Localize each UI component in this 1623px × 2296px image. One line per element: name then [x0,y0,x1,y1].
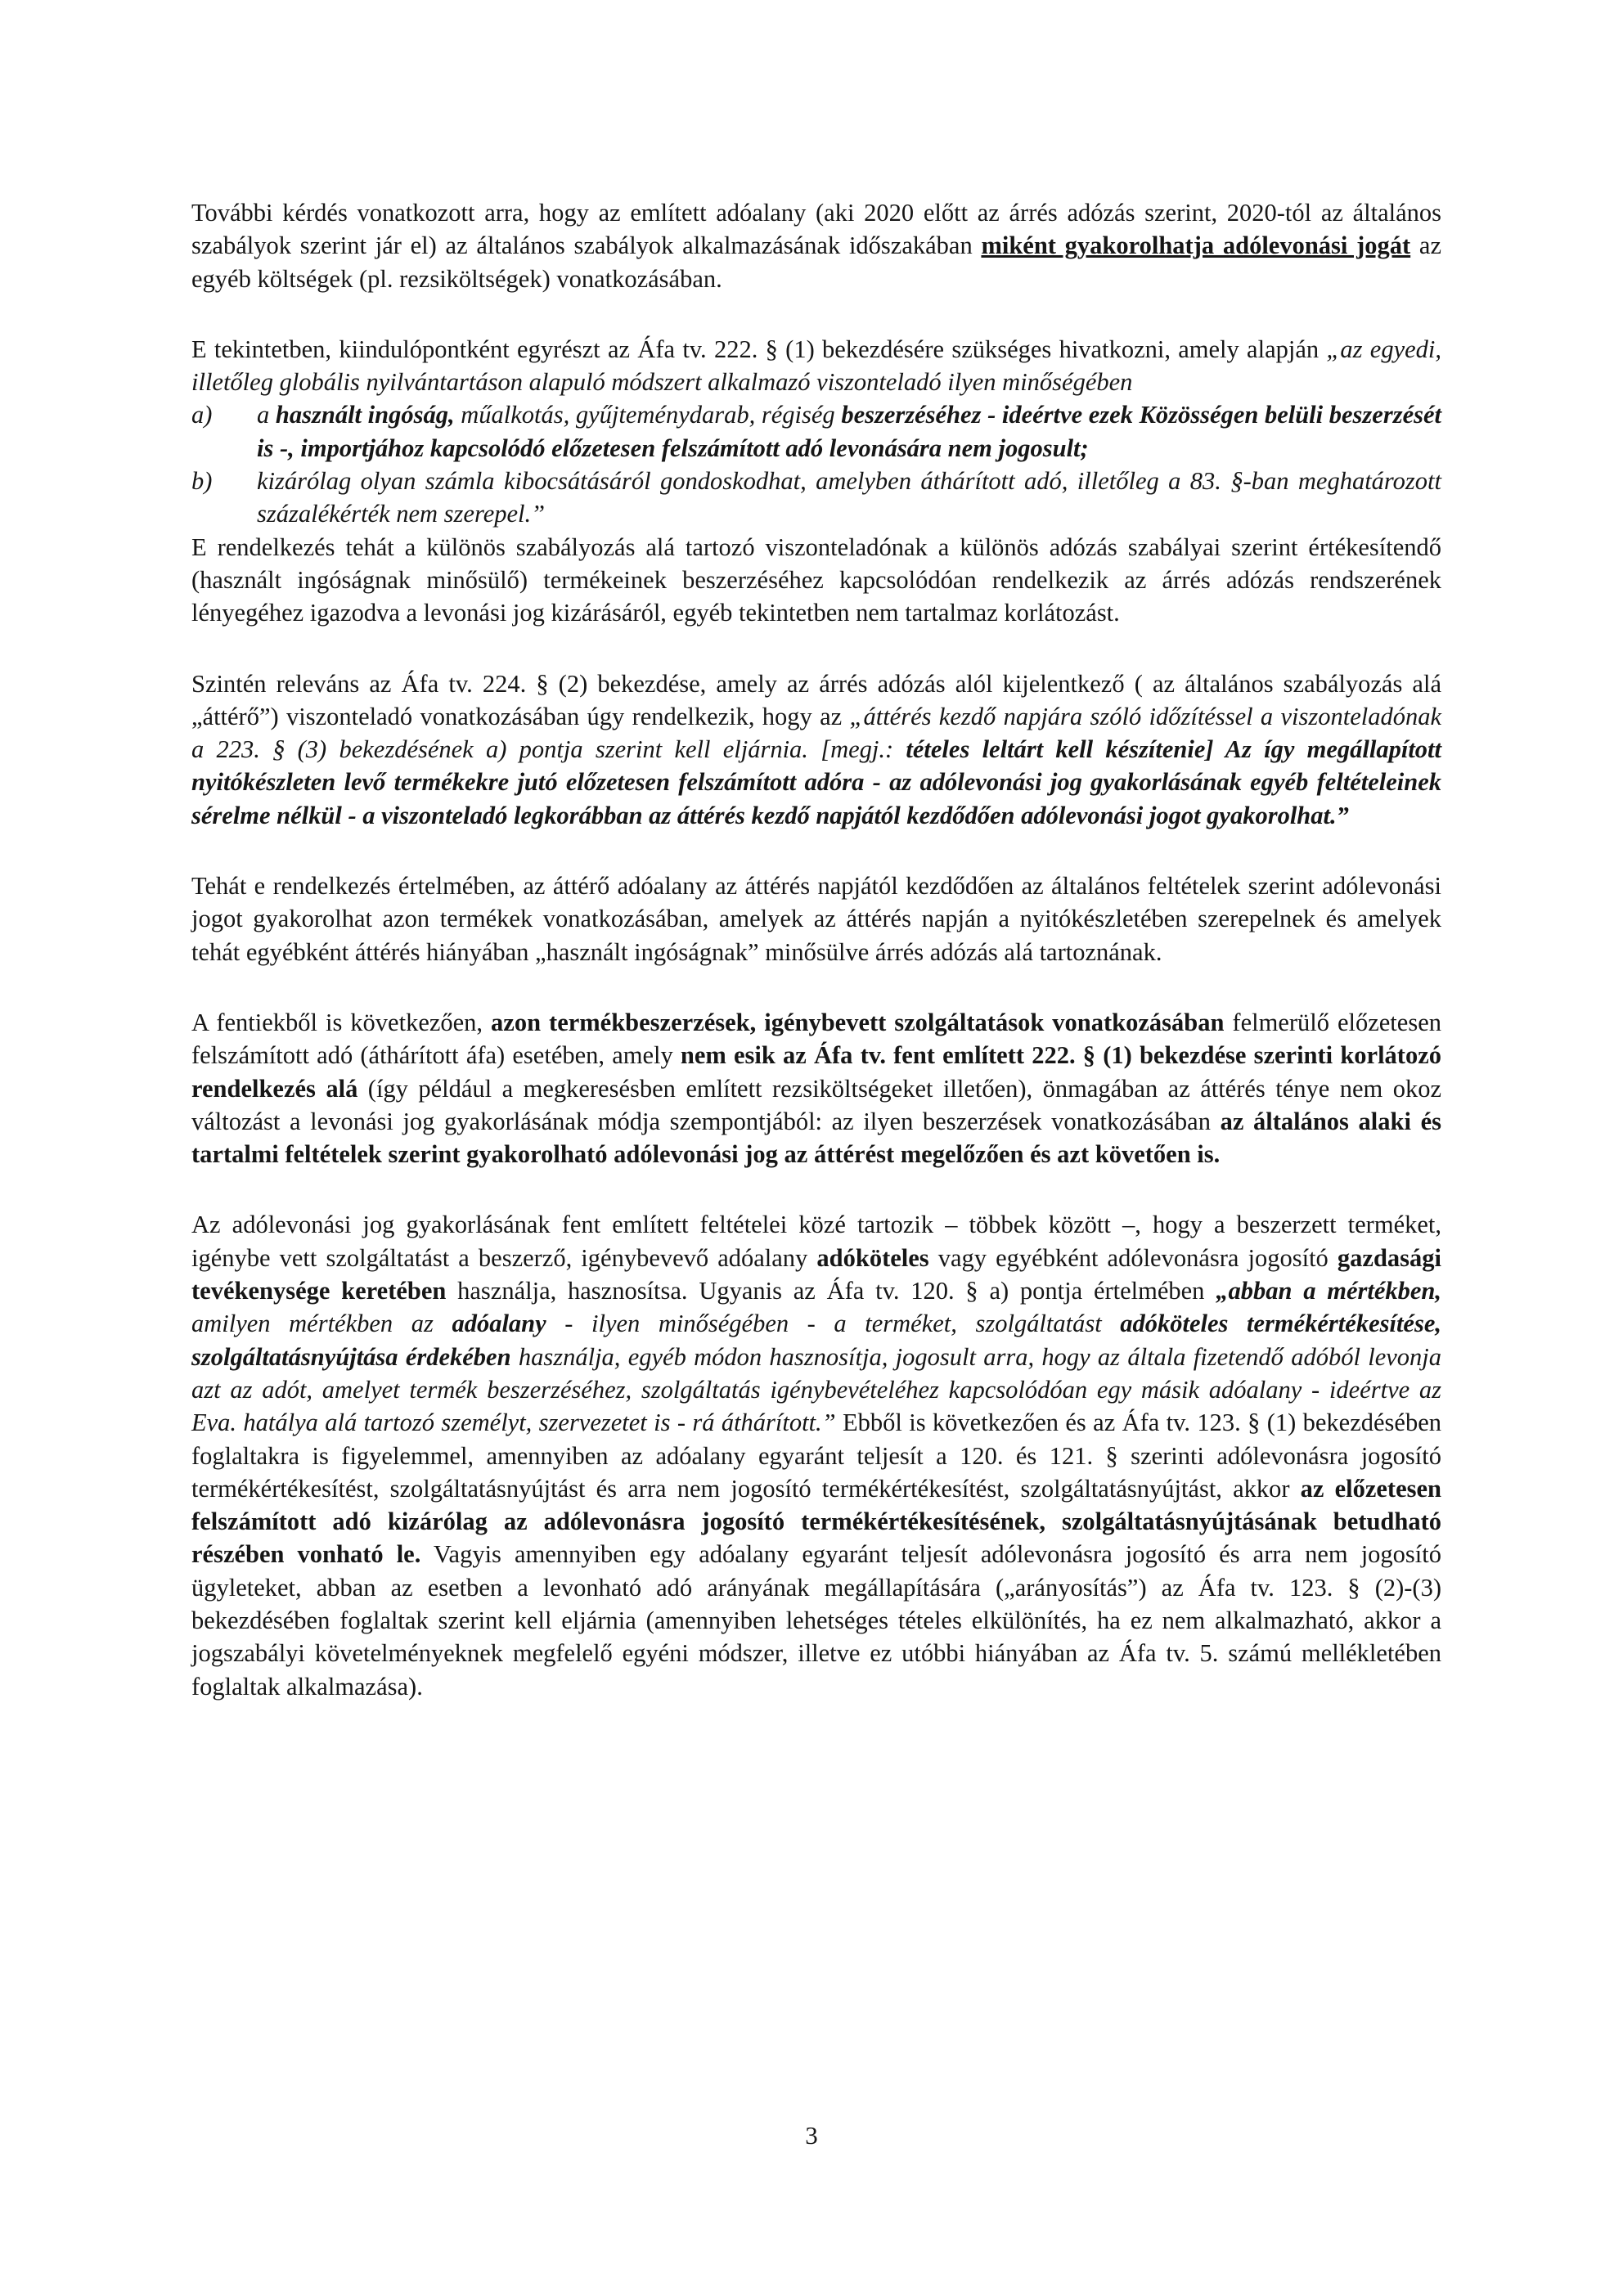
list-marker: b) [191,467,213,496]
paragraph-deduction-conditions: Az adólevonási jog gyakorlásának fent említett feltételei közé tartozik – többek között –, hogy a beszerzett terméket, igénybe vett szolgáltatást a beszerző, igénybevevő adóalany adóköteles vagy egyébként adólevonásra jogosító gazdasági tevékenysége keretében használja, hasznosítsa. Ugyanis az Áfa tv. 120. § a) pontja értelmében „abban a mértékben, amilyen mértékben az adóalany - ilyen minőségében - a terméket, szolgáltatást adóköteles termékértékesítése, szolgáltatásnyújtása érdekében használja, egyéb módon hasznosítja, jogosult arra, hogy az általa fizetendő adóból levonja azt az adót, amelyet termék beszerzéséhez, szolgáltatás igénybevételéhez kapcsolódóan egy másik adóalany - ideértve az Eva. hatálya alá tartozó személyt, szervezetet is - rá áthárított.” Ebből is következően és az Áfa tv. 123. § (1) bekezdésében foglaltakra is figyelemmel, amennyiben az adóalany egyaránt teljesít a 120. és 121. § szerinti adólevonásra jogosító termékértékesítést, szolgáltatásnyújtást és arra nem jogosító termékértékesítést, szolgáltatásnyújtást, akkor az előzetesen felszámított adó kizárólag az adólevonásra jogosító termékértékesítésének, szolgáltatásnyújtásának betudható részében vonható le. Vagyis amennyiben egy adóalany egyaránt teljesít adólevonásra jogosító és arra nem jogosító ügyleteket, abban az esetben a levonható adó arányának megállapítására („arányosítás”) az Áfa tv. 123. § (2)-(3) bekezdésében foglaltak szerint kell eljárnia (amennyiben lehetséges tételes elkülönítés, ha ez nem alkalmazható, akkor a jogszabályi követelményeknek megfelelő egyéni módszer, illetve ez utóbbi hiányában az Áfa tv. 5. számú mellékletében foglaltak alkalmazása). [191,1211,1442,1701]
paragraph-conclusion: A fentiekből is következően, azon termékbeszerzések, igénybevett szolgáltatások vonatkozásában felmerülő előzetesen felszámított adó (áthárított áfa) esetében, amely nem esik az Áfa tv. fent említett 222. § (1) bekezdése szerinti korlátozó rendelkezés alá (így például a megkeresésben említett rezsiköltségeket illetően), önmagában az áttérés ténye nem okoz változást a levonási jog gyakorlásának módja szempontjából: az ilyen beszerzések vonatkozásában az általános alaki és tartalmi feltételek szerint gyakorolható adólevonási jog az áttérést megelőzően és azt követően is. [191,1008,1441,1169]
paragraph-restriction: E rendelkezés tehát a különös szabályozás alá tartozó viszonteladónak a különös adózás szabályai szerint értékesítendő (használt ingóságnak minősülő) termékeinek beszerzéséhez kapcsolódóan rendelkezik az árrés adózás rendszerének lényegéhez igazodva a levonási jog kizárásáról, egyéb tekintetben nem tartalmaz korlátozást. [191,532,1441,627]
list-item: a) a használt ingóság, műalkotás, gyűjteménydarab, régiség beszerzéséhez - ideértve ezek Közösségen belüli beszerzését is -, importjához kapcsolódó előzetesen felszámított adó levonására nem jogosult; [191,398,1441,465]
quote-list [191,398,1441,530]
underlined-phrase: miként gyakorolhatja adólevonási jogát [981,231,1411,260]
page-body [191,196,1441,1703]
paragraph-transition: Tehát e rendelkezés értelmében, az áttérő adóalany az áttérés napjától kezdődően az általános feltételek szerint adólevonási jogot gyakorolhat azon termékek vonatkozásában, amelyek az áttérés napján a nyitókészletében szerepelnek és amelyek tehát egyébként áttérés hiányában „használt ingóságnak” minősülve árrés adózás alá tartoznának. [191,872,1441,966]
list-item: b) kizárólag olyan számla kibocsátásáról gondoskodhat, amelyben áthárított adó, illetőleg a 83. §-ban meghatározott százalékérték nem szerepel.” [191,465,1441,531]
list-marker: a) [191,401,213,429]
paragraph-224: Szintén releváns az Áfa tv. 224. § (2) bekezdése, amely az árrés adózás alól kijelentkező ( az általános szabályozás alá „áttérő”) viszonteladó vonatkozásában úgy rendelkezik, hogy az „áttérés kezdő napjára szóló időzítéssel a viszonteladónak a 223. § (3) bekezdésének a) pontja szerint kell eljárnia. [megj.: tételes leltárt kell készítenie] Az így megállapított nyitókészleten levő termékekre jutó előzetesen felszámított adóra - az adólevonási jog gyakorlásának egyéb feltételeinek sérelme nélkül - a viszonteladó legkorábban az áttérés kezdő napjától kezdődően adólevonási jogot gyakorolhat.” [191,669,1441,829]
paragraph-222: E tekintetben, kiindulópontként egyrészt az Áfa tv. 222. § (1) bekezdésére szükséges hivatkozni, amely alapján „az egyedi, illetőleg globális nyilvántartáson alapuló módszert alkalmazó viszonteladó ilyen minőségében [191,335,1442,397]
page-number: 3 [805,2121,818,2150]
legal-quote: „az egyedi, illetőleg globális nyilvántartáson alapuló módszert alkalmazó viszonteladó ilyen minőségében [191,335,1442,397]
paragraph-question: További kérdés vonatkozott arra, hogy az említett adóalany (aki 2020 előtt az árrés adózás szerint, 2020-tól az általános szabályok szerint jár el) az általános szabályok alkalmazásának időszakában miként gyakorolhatja adólevonási jogát az egyéb költségek (pl. rezsiköltségek) vonatkozásában. [191,199,1441,293]
